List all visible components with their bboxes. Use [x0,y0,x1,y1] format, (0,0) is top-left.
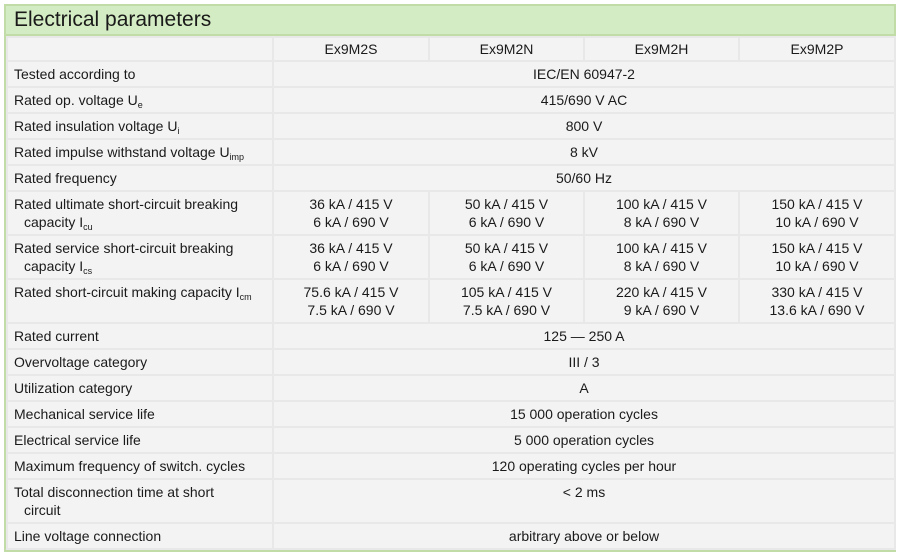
value-line: 6 kA / 690 V [468,258,545,274]
value-line: 100 kA / 415 V [615,240,708,256]
column-header-ex9m2p: Ex9M2P [739,37,895,61]
row-label [7,479,273,523]
header-corner-cell [7,37,273,61]
row-rated-impulse-withstand-voltage [7,139,895,165]
row-label: Maximum frequency of switch. cycles [7,453,273,479]
value-line: 10 kA / 690 V [775,258,859,274]
row-value: 800 V [273,113,895,139]
value-line: 75.6 kA / 415 V [303,284,399,300]
value-line: 8 kA / 690 V [623,214,700,230]
row-utilization-category [7,375,895,401]
value-cell-ex9m2p [739,279,895,323]
label-text: capacity I [24,258,84,274]
value-line: 100 kA / 415 V [615,196,708,212]
label-subscript: e [137,100,143,110]
label-line-1: Rated service short-circuit breaking [14,240,234,256]
row-making-capacity [7,279,895,323]
label-subscript: i [177,126,180,136]
row-service-breaking-capacity [7,235,895,279]
row-label [7,113,273,139]
value-cell-ex9m2s [273,279,429,323]
row-value: 125 — 250 A [273,323,895,349]
value-cell-ex9m2s [273,191,429,235]
electrical-parameters-panel [4,4,896,552]
value-line: 13.6 kA / 690 V [769,302,865,318]
value-cell-ex9m2p [739,191,895,235]
value-line: 7.5 kA / 690 V [307,302,395,318]
row-value: 50/60 Hz [273,165,895,191]
row-value: 15 000 operation cycles [273,401,895,427]
row-rated-current [7,323,895,349]
value-line: 330 kA / 415 V [771,284,863,300]
label-subscript: cs [83,266,93,276]
row-mechanical-service-life [7,401,895,427]
row-label [7,235,273,279]
row-label: Rated current [7,323,273,349]
row-value: III / 3 [273,349,895,375]
row-label: Overvoltage category [7,349,273,375]
label-subscript: cu [83,222,93,232]
value-line: 10 kA / 690 V [775,214,859,230]
row-value: 5 000 operation cycles [273,427,895,453]
value-cell-ex9m2h [584,235,739,279]
row-label [7,191,273,235]
value-cell-ex9m2h [584,279,739,323]
value-line: 36 kA / 415 V [309,196,393,212]
label-line-2 [14,213,272,231]
header-row [7,37,895,61]
label-line-2 [14,257,272,275]
value-line: 8 kA / 690 V [623,258,700,274]
column-header-ex9m2s: Ex9M2S [273,37,429,61]
row-rated-frequency [7,165,895,191]
row-label: Utilization category [7,375,273,401]
row-line-voltage-connection [7,523,895,549]
label-text: capacity I [24,214,84,230]
row-value: IEC/EN 60947-2 [273,61,895,87]
value-cell-ex9m2n [429,279,584,323]
column-header-ex9m2h: Ex9M2H [584,37,739,61]
value-line: 50 kA / 415 V [464,196,549,212]
label-text: Rated op. voltage U [14,92,138,108]
value-line: 9 kA / 690 V [623,302,700,318]
row-label: Electrical service life [7,427,273,453]
value-cell-ex9m2n [429,191,584,235]
row-label [7,87,273,113]
label-line-1: Rated ultimate short-circuit breaking [14,196,239,212]
value-line: 150 kA / 415 V [771,196,863,212]
panel-title: Electrical parameters [6,6,894,36]
row-label [7,139,273,165]
label-subscript: imp [229,152,245,162]
row-total-disconnection-time [7,479,895,523]
row-value: < 2 ms [273,479,895,523]
value-cell-ex9m2h [584,191,739,235]
column-header-ex9m2n: Ex9M2N [429,37,584,61]
value-line: 36 kA / 415 V [309,240,393,256]
value-line: 6 kA / 690 V [468,214,545,230]
value-cell-ex9m2n [429,235,584,279]
value-line: 50 kA / 415 V [464,240,549,256]
row-label [7,279,273,323]
value-cell-ex9m2p [739,235,895,279]
value-line: 6 kA / 690 V [313,214,389,230]
row-label: Line voltage connection [7,523,273,549]
label-line-1: Total disconnection time at short [14,484,214,500]
value-line: 105 kA / 415 V [460,284,553,300]
label-text: Rated insulation voltage U [14,118,178,134]
row-electrical-service-life [7,427,895,453]
row-value: 415/690 V AC [273,87,895,113]
row-max-switching-frequency [7,453,895,479]
row-value: arbitrary above or below [273,523,895,549]
row-rated-op-voltage [7,87,895,113]
label-subscript: cm [239,292,252,302]
label-line-2: circuit [24,502,61,518]
label-text: Rated impulse withstand voltage U [14,144,230,160]
value-cell-ex9m2s [273,235,429,279]
value-line: 6 kA / 690 V [313,258,389,274]
row-value: A [273,375,895,401]
row-value: 8 kV [273,139,895,165]
row-overvoltage-category [7,349,895,375]
value-line: 150 kA / 415 V [771,240,863,256]
value-line: 7.5 kA / 690 V [462,302,551,318]
row-label: Mechanical service life [7,401,273,427]
parameters-table [6,36,896,550]
row-label: Tested according to [7,61,273,87]
value-line: 220 kA / 415 V [615,284,708,300]
row-value: 120 operating cycles per hour [273,453,895,479]
row-ultimate-breaking-capacity [7,191,895,235]
label-text: Rated short-circuit making capacity I [14,284,240,300]
row-rated-insulation-voltage [7,113,895,139]
row-label: Rated frequency [7,165,273,191]
row-tested-according-to [7,61,895,87]
